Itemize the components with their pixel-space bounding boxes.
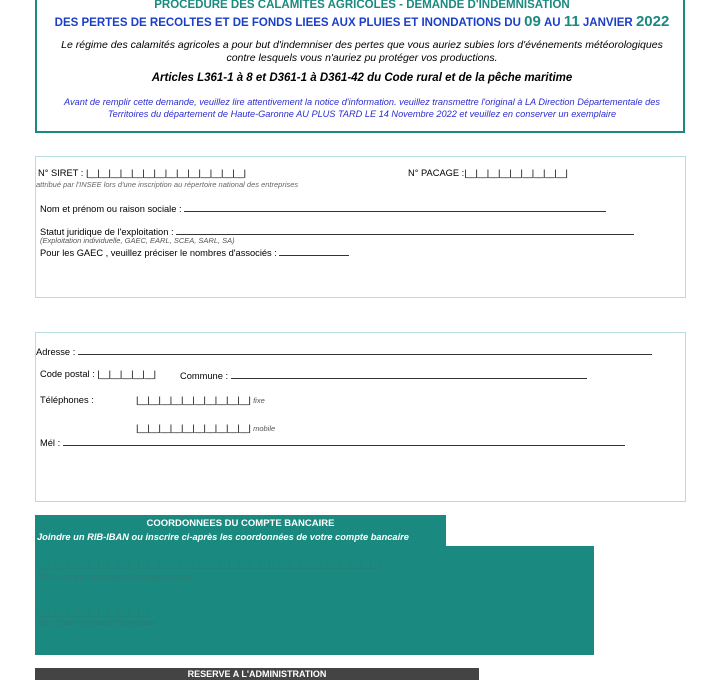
status-field[interactable]: Statut juridique de l'exploitation : <box>40 225 634 237</box>
status-hint: (Exploitation individuelle, GAEC, EARL, SCEA, SARL, SA) <box>40 236 235 245</box>
intro-line-2: contre lesquels vous n'auriez pu protéger vos productions. <box>226 52 498 64</box>
address-field[interactable]: Adresse : <box>36 345 652 357</box>
address-section <box>35 332 686 502</box>
bank-section-header <box>35 515 446 547</box>
pacage-field[interactable]: N° PACAGE :|__|__|__|__|__|__|__|__|__| <box>408 168 568 178</box>
phone-fixed-field[interactable]: |__|__|__|__|__|__|__|__|__|__| fixe <box>136 395 265 405</box>
form-title: PROCEDURE DES CALAMITES AGRICOLES - DEMANDE D'INDEMNISATION <box>154 0 570 11</box>
name-field[interactable]: Nom et prénom ou raison sociale : <box>40 202 606 214</box>
iban-label: IBAN - Identifiant international de compte bancaire <box>39 572 192 581</box>
email-field[interactable]: Mél : <box>40 436 625 448</box>
phone-mobile-field[interactable]: |__|__|__|__|__|__|__|__|__|__| mobile <box>136 423 276 433</box>
notice-line-2: Territoires du département de Haute-Garonne AU PLUS TARD LE 14 Novembre 2022 et veuillez en conserver un exemplaire <box>107 109 617 119</box>
bank-section-body[interactable] <box>35 546 594 655</box>
iban-cells[interactable]: |__|__|__|__|__|__|__|__|__|__|__|__|__|__|__|__|__|__|__|__|__|__|__|__|__|__|__|__|__|__|__|__|__|__| <box>37 560 382 569</box>
intro-line-1: Le régime des calamités agricoles a pour but d'indemniser des pertes que vous auriez subies lors d'événements météorologiques <box>61 39 663 51</box>
bank-subtitle: Joindre un RIB-IBAN ou inscrire ci-après les coordonnées de votre compte bancaire <box>37 532 409 542</box>
articles-reference: Articles L361-1 à 8 et D361-1 à D361-42 du Code rural et de la pêche maritime <box>151 72 573 84</box>
siret-hint: attribué par l'INSEE lors d'une inscription au répertoire national des entreprises <box>36 180 299 189</box>
bic-label: BIC - Code international d'identification <box>39 618 157 627</box>
commune-field[interactable]: Commune : <box>180 369 587 381</box>
form-subtitle: DES PERTES DE RECOLTES ET DE FONDS LIEES AUX PLUIES ET INONDATIONS DU 09 AU 11 JANVIER 2022 <box>54 13 670 30</box>
notice-line-1: Avant de remplir cette demande, veuillez lire attentivement la notice d'information. veuillez transmettre l'original à LA Direction Départementale des <box>64 97 660 107</box>
bic-cells[interactable]: |__|__|__|__|__|__|__|__|__|__|__| <box>37 608 150 617</box>
phones-label: Téléphones : <box>40 395 94 405</box>
postal-code-field[interactable]: Code postal : |__|__|__|__|__| <box>40 369 156 379</box>
siret-field[interactable]: N° SIRET : |__|__|__|__|__|__|__|__|__|__|__|__|__|__| <box>38 168 246 178</box>
admin-section-header: RESERVE A L'ADMINISTRATION <box>35 668 479 680</box>
bank-title: COORDONNEES DU COMPTE BANCAIRE <box>146 518 335 529</box>
gaec-associates-field[interactable]: Pour les GAEC , veuillez préciser le nombres d'associés : <box>40 246 349 258</box>
